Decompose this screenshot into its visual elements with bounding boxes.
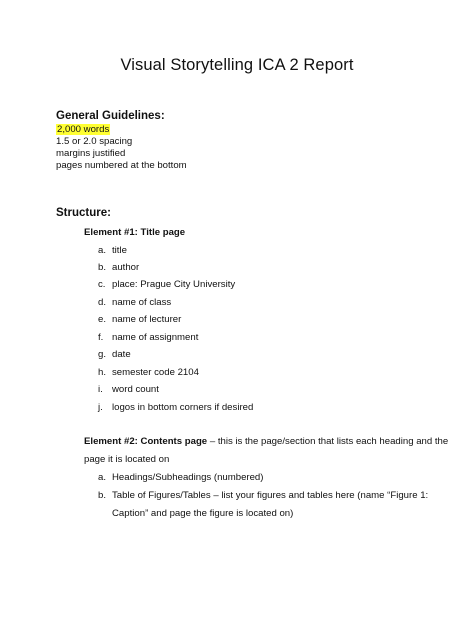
list-item-text: author bbox=[112, 262, 140, 273]
element1-label bbox=[84, 227, 185, 238]
element1-label-text: Element #1: Title page bbox=[84, 227, 186, 238]
list-marker: b. bbox=[98, 262, 107, 273]
element2-label-text: Element #2: Contents page bbox=[84, 436, 208, 447]
list-item-text: logos in bottom corners if desired bbox=[112, 402, 254, 413]
element2-label bbox=[84, 436, 448, 447]
list-item-text: Table of Figures/Tables – list your figures and tables here (name “Figure 1: bbox=[112, 490, 429, 501]
list-item bbox=[98, 367, 199, 378]
guideline-spacing: 1.5 or 2.0 spacing bbox=[56, 136, 133, 147]
list-item-text: title bbox=[112, 245, 127, 256]
list-item-continuation: Caption” and page the figure is located on) bbox=[112, 508, 294, 519]
list-item bbox=[98, 279, 235, 290]
list-item-text: Headings/Subheadings (numbered) bbox=[112, 472, 264, 483]
list-item bbox=[98, 314, 181, 325]
guideline-margins: margins justified bbox=[56, 148, 126, 159]
list-item bbox=[98, 349, 131, 360]
list-item bbox=[98, 245, 127, 256]
list-item-text: name of assignment bbox=[112, 332, 199, 343]
document-title: Visual Storytelling ICA 2 Report bbox=[120, 56, 354, 74]
list-item-text: semester code 2104 bbox=[112, 367, 199, 378]
list-marker: c. bbox=[98, 279, 106, 290]
element2-description: – this is the page/section that lists each heading and the bbox=[207, 436, 449, 447]
highlighted-text: 2,000 words bbox=[57, 124, 110, 135]
list-item bbox=[98, 297, 171, 308]
list-marker: i. bbox=[98, 384, 103, 395]
element2-description-cont: page it is located on bbox=[84, 454, 170, 465]
list-item bbox=[98, 402, 253, 413]
list-item-text: place: Prague City University bbox=[112, 279, 236, 290]
list-marker: e. bbox=[98, 314, 107, 325]
list-marker: a. bbox=[98, 245, 107, 256]
list-item bbox=[98, 262, 139, 273]
list-item-text: name of class bbox=[112, 297, 172, 308]
list-item-text: word count bbox=[112, 384, 159, 395]
list-marker: a. bbox=[98, 472, 107, 483]
list-item bbox=[98, 490, 428, 501]
list-marker: d. bbox=[98, 297, 107, 308]
guideline-page-numbers: pages numbered at the bottom bbox=[56, 160, 187, 171]
list-item bbox=[98, 384, 159, 395]
guidelines-heading: General Guidelines: bbox=[56, 110, 165, 122]
structure-heading: Structure: bbox=[56, 207, 111, 219]
list-item bbox=[98, 332, 198, 343]
list-marker: f. bbox=[98, 332, 104, 343]
list-marker: b. bbox=[98, 490, 107, 501]
list-marker: g. bbox=[98, 349, 107, 360]
list-item-text: date bbox=[112, 349, 131, 360]
list-marker: j. bbox=[98, 402, 103, 413]
list-marker: h. bbox=[98, 367, 107, 378]
list-item-text: name of lecturer bbox=[112, 314, 182, 325]
guideline-word-count bbox=[56, 124, 110, 136]
list-item bbox=[98, 472, 263, 483]
